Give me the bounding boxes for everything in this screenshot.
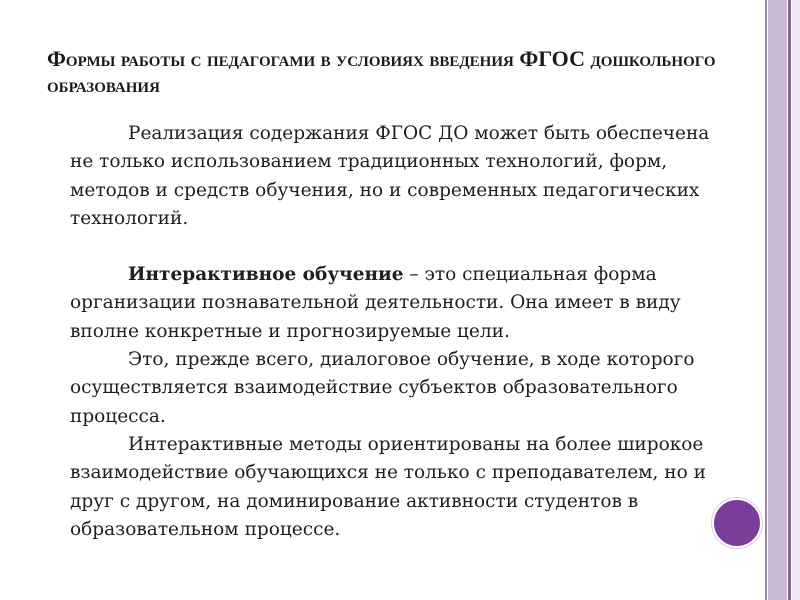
slide-body — [70, 120, 730, 544]
paragraph-intro: Реализация содержания ФГОС ДО может быть обеспечена не только использованием традиционных технологий, форм, методов и средств обучения, но и современных педагогических технологий. — [70, 123, 710, 229]
paragraph-spacer — [70, 233, 730, 261]
slide-title: Формы работы с педагогами в условиях введения ФГОС дошкольного образования — [47, 46, 716, 97]
decorative-band-edge — [792, 0, 800, 600]
definition-text: – это специальная форма организации познавательной деятельности. Она имеет в виду вполне конкретные и прогнозируемые цели. — [70, 264, 681, 342]
decorative-band — [768, 0, 787, 600]
term-interactive-learning: Интерактивное обучение — [128, 264, 404, 286]
decorative-band-line — [788, 0, 791, 600]
paragraph-dialog: Это, прежде всего, диалоговое обучение, в ходе которого осуществляется взаимодействие субъектов образовательного процесса. — [70, 349, 695, 427]
paragraph-methods: Интерактивные методы ориентированы на более широкое взаимодействие обучающихся не только с преподавателем, но и друг с другом, на доминирование активности студентов в образовательном процессе. — [70, 433, 706, 540]
decorative-band-line — [765, 0, 767, 600]
paragraph-definition — [70, 261, 730, 346]
